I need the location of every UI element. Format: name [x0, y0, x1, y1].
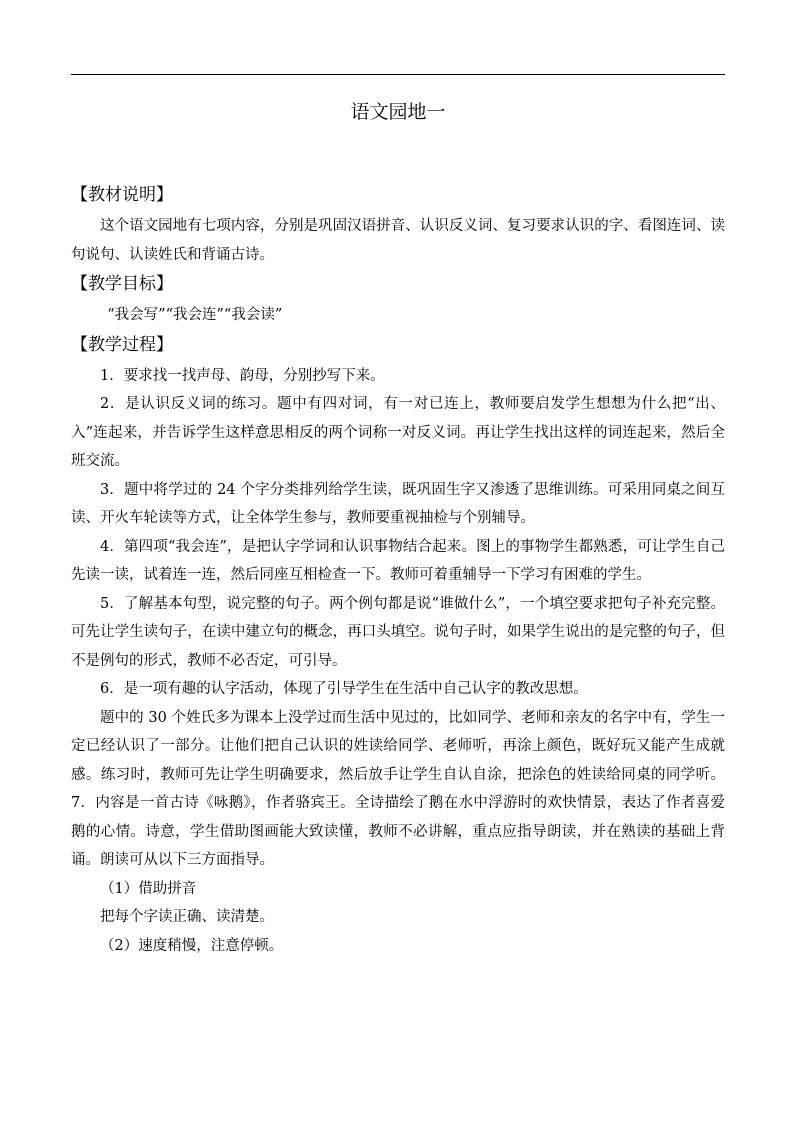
header-rule [71, 74, 725, 75]
paragraph: （1）借助拼音 [100, 880, 197, 897]
paragraph: 把每个字读正确、读清楚。 [100, 909, 274, 925]
paragraph: 6．是一项有趣的认字活动，体现了引导学生在生活中自己认字的教改思想。 [100, 681, 588, 697]
section-materials [71, 182, 725, 269]
paragraph: 3．题中将学过的 24 个字分类排列给学生读，既巩固生字又渗透了思维训练。可采用同桌之间互读、开火车轮读等方式，让全体学生参与，教师要重视抽检与个别辅导。 [71, 481, 725, 526]
section-process [71, 332, 725, 961]
section-heading: 【教学过程】 [71, 334, 173, 355]
paragraph: 2．是认识反义词的练习。题中有四对词，有一对已连上，教师要启发学生想想为什么把“出、入”连起来，并告诉学生这样意思相反的两个词称一对反义词。再让学生找出这样的词连起来，然后全班交流。 [71, 396, 725, 469]
section-heading: 【教学目标】 [71, 274, 173, 294]
section-goals [71, 271, 725, 330]
section-heading: 【教材说明】 [71, 185, 173, 205]
paragraph: 题中的 30 个姓氏多为课本上没学过而生活中见过的，比如同学、老师和亲友的名字中有，学生一定已经认识了一部分。让他们把自己认识的姓读给同学、老师听，再涂上颜色，既好玩又能产生成就感。练习时，教师可先让学生明确要求，然后放手让学生自认自涂，把涂色的姓读给同桌的同学听。7．内容是一首古诗《咏鹅》，作者骆宾王。全诗描绘了鹅在水中浮游时的欢快情景，表达了作者喜爱鹅的心情。诗意，学生借助图画能大致读懂，教师不必讲解，重点应指导朗读，并在熟读的基础上背诵。朗读可从以下三方面指导。 [71, 709, 725, 868]
paragraph: 1．要求找一找声母、韵母，分别抄写下来。 [100, 367, 385, 384]
paragraph: 这个语文园地有七项内容，分别是巩固汉语拼音、认识反义词、复习要求认识的字、看图连词、读句说句、认读姓氏和背诵古诗。 [71, 218, 725, 263]
paragraph: 4．第四项“我会连”，是把认字学词和认识事物结合起来。图上的事物学生都熟悉，可让学生自己先读一读，试着连一连，然后同座互相检查一下。教师可着重辅导一下学习有困难的学生。 [71, 538, 725, 583]
page-title: 语文园地一 [350, 101, 446, 123]
paragraph: 5．了解基本句型，说完整的句子。两个例句都是说“谁做什么”，一个填空要求把句子补充完整。可先让学生读句子，在读中建立句的概念，再口头填空。说句子时，如果学生说出的是完整的句子，但不是例句的形式，教师不必否定，可引导。 [71, 595, 725, 669]
paragraph: （2）速度稍慢，注意停顿。 [100, 937, 284, 954]
paragraph: “我会写”“我会连”“我会读” [107, 307, 283, 323]
document-body [71, 96, 725, 960]
